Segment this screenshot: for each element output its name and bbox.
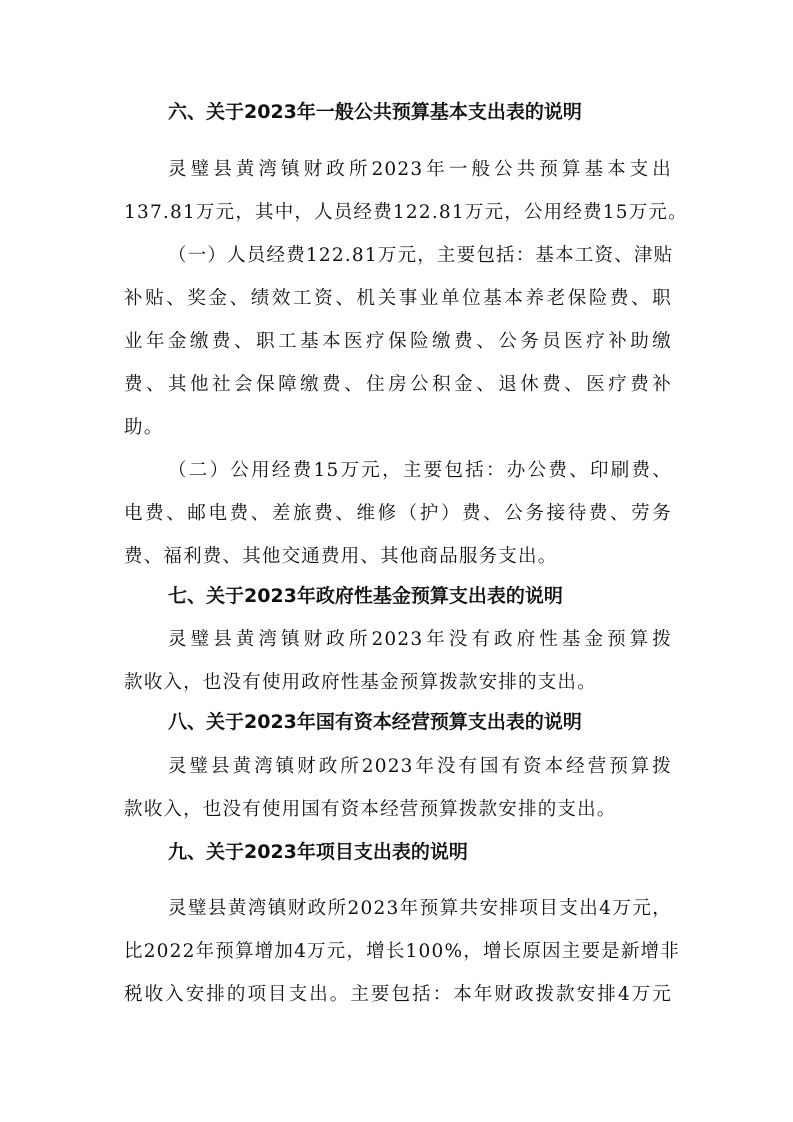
paragraph-line: （一）人员经费122.81万元，主要包括：基本工资、津贴 (168, 245, 674, 266)
paragraph-line: 助。 (124, 417, 164, 438)
paragraph-line: 费、福利费、其他交通费用、其他商品服务支出。 (124, 546, 558, 567)
paragraph-line: 灵璧县黄湾镇财政所2023年没有政府性基金预算拨 (168, 629, 672, 650)
paragraph-line: 137.81万元，其中，人员经费122.81万元，公用经费15万元。 (124, 202, 688, 223)
paragraph-line: 补贴、奖金、绩效工资、机关事业单位基本养老保险费、职 (124, 288, 672, 309)
paragraph-line: 费、其他社会保障缴费、住房公积金、退休费、医疗费补 (124, 374, 672, 395)
paragraph-line: （二）公用经费15万元，主要包括：办公费、印刷费、 (168, 460, 672, 481)
paragraph-line: 业年金缴费、职工基本医疗保险缴费、公务员医疗补助缴 (124, 331, 672, 352)
paragraph-line: 灵璧县黄湾镇财政所2023年预算共安排项目支出4万元， (168, 898, 672, 919)
paragraph-line: 税收入安排的项目支出。主要包括：本年财政拨款安排4万元 (124, 984, 672, 1005)
section-heading-8: 八、关于2023年国有资本经营预算支出表的说明 (168, 711, 582, 733)
paragraph-line: 电费、邮电费、差旅费、维修（护）费、公务接待费、劳务 (124, 503, 672, 524)
paragraph-line: 款收入，也没有使用政府性基金预算拨款安排的支出。 (124, 672, 597, 693)
paragraph-line: 灵璧县黄湾镇财政所2023年没有国有资本经营预算拨 (168, 756, 672, 777)
paragraph-line: 灵璧县黄湾镇财政所2023年一般公共预算基本支出 (168, 159, 672, 180)
section-heading-9: 九、关于2023年项目支出表的说明 (168, 841, 468, 863)
paragraph-line: 比2022年预算增加4万元，增长100%，增长原因主要是新增非 (124, 941, 680, 962)
paragraph-line: 款收入，也没有使用国有资本经营预算拨款安排的支出。 (124, 799, 617, 820)
section-heading-6: 六、关于2023年一般公共预算基本支出表的说明 (168, 101, 582, 123)
section-heading-7: 七、关于2023年政府性基金预算支出表的说明 (168, 585, 563, 607)
